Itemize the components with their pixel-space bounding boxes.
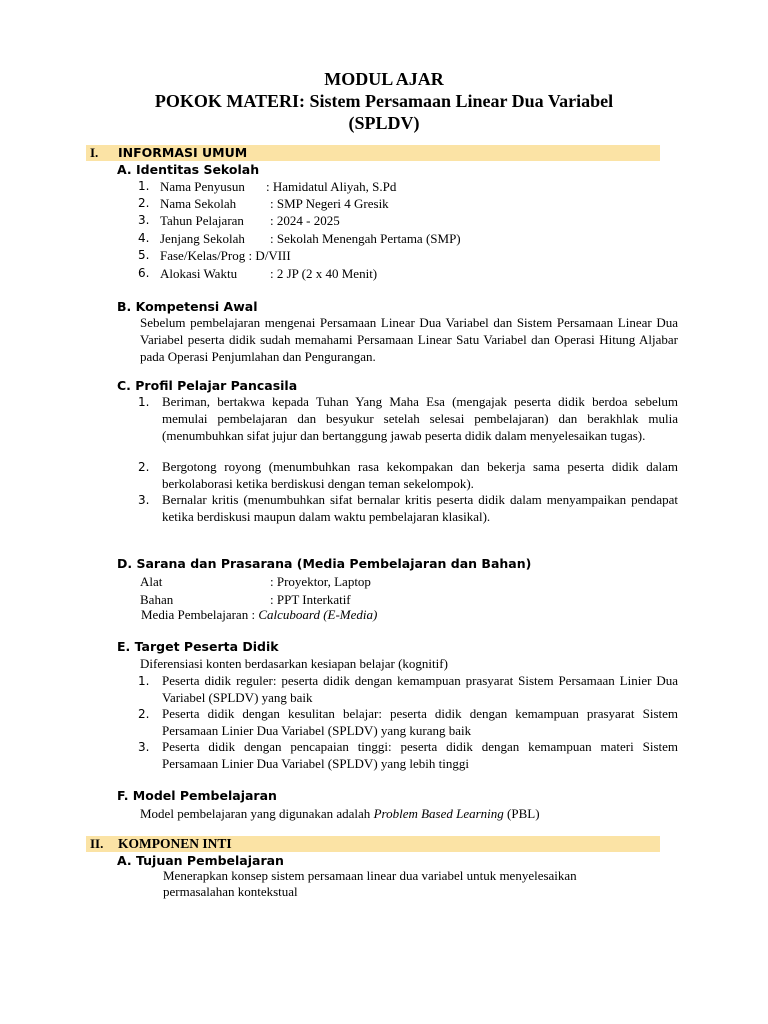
section-label: KOMPONEN INTI: [118, 836, 232, 851]
subsection-heading-identitas-sekolah: A. Identitas Sekolah: [117, 162, 260, 177]
identitas-value: : 2 JP (2 x 40 Menit): [270, 266, 378, 281]
identitas-value: : Sekolah Menengah Pertama (SMP): [270, 231, 461, 246]
kompetensi-awal-text: Sebelum pembelajaran mengenai Persamaan Linear Dua Variabel dan Sistem Persamaan Linear Dua Variabel peserta didik sudah memahami Persamaan Linear Satu Variabel dan Operasi Hitung Aljabar pada Operasi Penjumlahan dan Pengurangan.: [140, 315, 678, 364]
target-intro: Diferensiasi konten berdasarkan kesiapan belajar (kognitif): [140, 656, 448, 671]
document-title-line-2: POKOK MATERI: Sistem Persamaan Linear Dua Variabel: [154, 91, 614, 111]
subsection-heading-profil-pelajar-pancasila: C. Profil Pelajar Pancasila: [117, 378, 298, 393]
media-pembelajaran-row: [141, 606, 377, 623]
media-pembelajaran-label: Media Pembelajaran :: [141, 607, 259, 622]
model-text-before: Model pembelajaran yang digunakan adalah: [140, 806, 374, 821]
sarana-value-bahan: : PPT Interkatif: [270, 592, 351, 607]
tujuan-line-1: Menerapkan konsep sistem persamaan linear dua variabel untuk menyelesaikan: [163, 868, 577, 883]
profil-item-text: Bergotong royong (menumbuhkan rasa kekompakan dan bekerja sama peserta didik dalam berkolaborasi ketika berdiskusi dengan teman sekelompok).: [162, 459, 678, 491]
list-number: 3.: [138, 740, 150, 754]
sarana-label-alat: Alat: [140, 574, 163, 589]
document-title-line-1: MODUL AJAR: [324, 69, 444, 89]
identitas-value: : SMP Negeri 4 Gresik: [270, 196, 389, 211]
subsection-heading-target-peserta-didik: E. Target Peserta Didik: [117, 639, 279, 654]
model-pembelajaran-text: [140, 805, 540, 822]
sarana-value-alat: : Proyektor, Laptop: [270, 574, 371, 589]
profil-item-text: Beriman, bertakwa kepada Tuhan Yang Maha Esa (mengajak peserta didik berdoa sebelum memulai pembelajaran dan besyukur setelah selesai pembelajaran) dan berakhlak mulia (menumbuhkan sifat jujur dan bertanggung jawab peserta didik dalam menyelesaikan tugas).: [162, 394, 678, 443]
identitas-label: Jenjang Sekolah: [160, 231, 245, 246]
target-item-text: Peserta didik dengan kesulitan belajar: peserta didik dengan kemampuan prasyarat Sistem Persamaan Linier Dua Variabel (SPLDV) yang kurang baik: [162, 706, 678, 738]
list-number: 3.: [138, 493, 150, 507]
list-number: 2.: [138, 196, 150, 210]
list-number: 5.: [138, 248, 150, 262]
model-text-italic: Problem Based Learning: [373, 806, 504, 821]
target-item-text: Peserta didik reguler: peserta didik dengan kemampuan prasyarat Sistem Persamaan Linier Dua Variabel (SPLDV) yang baik: [162, 673, 678, 705]
section-number: II.: [90, 836, 104, 851]
section-header-informasi-umum: [86, 145, 660, 161]
section-header-komponen-inti: [86, 836, 660, 852]
subsection-heading-tujuan-pembelajaran: A. Tujuan Pembelajaran: [117, 853, 284, 868]
list-number: 1.: [138, 674, 150, 688]
list-number: 4.: [138, 231, 150, 245]
model-text-after: (PBL): [503, 806, 540, 821]
identitas-value: : Hamidatul Aliyah, S.Pd: [266, 179, 397, 194]
sarana-label-bahan: Bahan: [140, 592, 174, 607]
list-number: 2.: [138, 707, 150, 721]
list-number: 1.: [138, 179, 150, 193]
identitas-label: Nama Penyusun: [160, 179, 245, 194]
list-number: 6.: [138, 266, 150, 280]
subsection-heading-kompetensi-awal: B. Kompetensi Awal: [117, 299, 258, 314]
tujuan-line-2: permasalahan kontekstual: [163, 884, 298, 899]
identitas-value: : 2024 - 2025: [270, 213, 340, 228]
section-label: INFORMASI UMUM: [118, 145, 248, 160]
media-pembelajaran-value: Calcuboard (E-Media): [258, 607, 378, 622]
subsection-heading-sarana-prasarana: D. Sarana dan Prasarana (Media Pembelajaran dan Bahan): [117, 556, 532, 571]
list-number: 1.: [138, 395, 150, 409]
list-number: 2.: [138, 460, 150, 474]
target-item-text: Peserta didik dengan pencapaian tinggi: peserta didik dengan kemampuan materi Sistem Persamaan Linier Dua Variabel (SPLDV) yang lebih tinggi: [162, 739, 678, 771]
subsection-heading-model-pembelajaran: F. Model Pembelajaran: [117, 788, 277, 803]
identitas-label: Tahun Pelajaran: [160, 213, 244, 228]
profil-item-text: Bernalar kritis (menumbuhkan sifat bernalar kritis peserta didik dalam menyampaikan pendapat ketika berdiskusi maupun dalam waktu pembelajaran klasikal).: [162, 492, 678, 524]
document-title-line-3: (SPLDV): [348, 113, 420, 133]
identitas-label: Fase/Kelas/Prog : D/VIII: [160, 248, 291, 263]
identitas-label: Alokasi Waktu: [160, 266, 238, 281]
section-number: I.: [90, 145, 99, 160]
list-number: 3.: [138, 213, 150, 227]
identitas-label: Nama Sekolah: [160, 196, 237, 211]
